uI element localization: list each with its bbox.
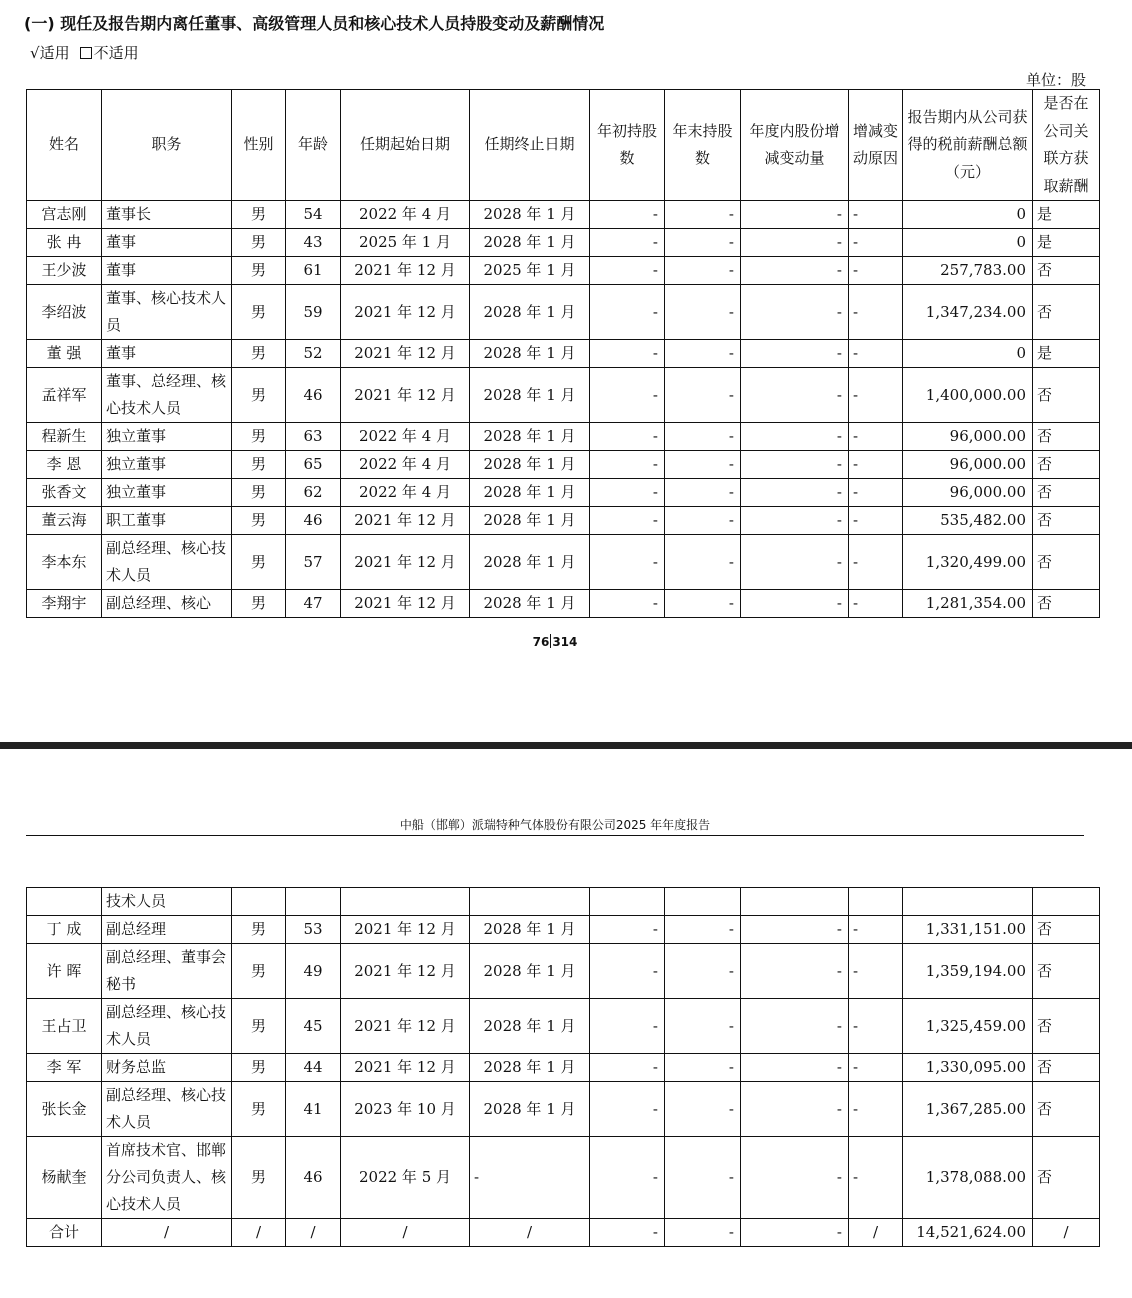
continuation-row xyxy=(27,888,1100,916)
cell-name: 董 强 xyxy=(27,340,102,368)
table-row xyxy=(27,257,1100,285)
cell-share-change: - xyxy=(741,368,849,423)
cell-share-change: - xyxy=(741,507,849,535)
cell-age: 62 xyxy=(286,479,341,507)
cell-end-shares: - xyxy=(665,257,741,285)
table-header-row xyxy=(27,90,1100,201)
cell-term-start: 2022 年 4 月 xyxy=(341,451,470,479)
cell-term-end: 2028 年 1 月 xyxy=(470,916,590,944)
cell-gender: 男 xyxy=(232,451,286,479)
cell-share-change: - xyxy=(741,535,849,590)
cell-related-pay: 否 xyxy=(1033,257,1100,285)
cell-gender: 男 xyxy=(232,229,286,257)
cell-related-pay: 是 xyxy=(1033,201,1100,229)
cell-change-reason: - xyxy=(849,257,903,285)
cell-title: 副总经理、核心技术人员 xyxy=(102,999,232,1054)
cell-begin-shares: - xyxy=(590,535,665,590)
cell-title: / xyxy=(102,1219,232,1247)
cell-pretax-pay: 14,521,624.00 xyxy=(903,1219,1033,1247)
cell-related-pay: 否 xyxy=(1033,535,1100,590)
cell-pretax-pay: 1,320,499.00 xyxy=(903,535,1033,590)
table-row xyxy=(27,229,1100,257)
empty-checkbox-icon xyxy=(80,47,92,59)
cell-pretax-pay: 1,378,088.00 xyxy=(903,1137,1033,1219)
cell-gender: 男 xyxy=(232,507,286,535)
cell-change-reason: - xyxy=(849,507,903,535)
cell-age: 63 xyxy=(286,423,341,451)
cell-share-change: - xyxy=(741,916,849,944)
cell-title: 董事 xyxy=(102,257,232,285)
cell-age: / xyxy=(286,1219,341,1247)
cell-name: 孟祥军 xyxy=(27,368,102,423)
cell-gender: 男 xyxy=(232,535,286,590)
cell-share-change: - xyxy=(741,479,849,507)
header-age: 年龄 xyxy=(286,90,341,201)
cell-name: 李 恩 xyxy=(27,451,102,479)
cell-gender: 男 xyxy=(232,368,286,423)
cell-change-reason: - xyxy=(849,916,903,944)
cell-term-start: 2021 年 12 月 xyxy=(341,285,470,340)
header-gender: 性别 xyxy=(232,90,286,201)
cell-change-reason: - xyxy=(849,535,903,590)
header-title: 职务 xyxy=(102,90,232,201)
table-row xyxy=(27,1054,1100,1082)
page-number xyxy=(0,634,1110,649)
cell-term-start: 2021 年 12 月 xyxy=(341,916,470,944)
cell-begin-shares: - xyxy=(590,340,665,368)
cell-term-start: 2021 年 12 月 xyxy=(341,340,470,368)
cell-begin-shares: - xyxy=(590,999,665,1054)
table-row xyxy=(27,507,1100,535)
cell-age: 49 xyxy=(286,944,341,999)
cell-age: 43 xyxy=(286,229,341,257)
cell-begin-shares: - xyxy=(590,285,665,340)
cell-term-start: 2021 年 12 月 xyxy=(341,1054,470,1082)
cell-begin-shares: - xyxy=(590,590,665,618)
cell-pretax-pay: 96,000.00 xyxy=(903,479,1033,507)
cell-end-shares: - xyxy=(665,507,741,535)
cell-share-change: - xyxy=(741,451,849,479)
cell-title: 职工董事 xyxy=(102,507,232,535)
cell-term-end: 2028 年 1 月 xyxy=(470,507,590,535)
cell-term-start: 2021 年 12 月 xyxy=(341,368,470,423)
cell-related-pay: 否 xyxy=(1033,423,1100,451)
cell-title: 首席技术官、邯郸分公司负责人、核心技术人员 xyxy=(102,1137,232,1219)
cell-change-reason: - xyxy=(849,1082,903,1137)
cell-share-change: - xyxy=(741,257,849,285)
cell-title: 财务总监 xyxy=(102,1054,232,1082)
cell-related-pay: 否 xyxy=(1033,451,1100,479)
cell-pretax-pay: 1,331,151.00 xyxy=(903,916,1033,944)
not-applicable-label: 不适用 xyxy=(93,44,139,62)
cell-name: 张长金 xyxy=(27,1082,102,1137)
cell-title: 独立董事 xyxy=(102,451,232,479)
cell-term-start: 2023 年 10 月 xyxy=(341,1082,470,1137)
cell-age: 52 xyxy=(286,340,341,368)
cell-age: 46 xyxy=(286,368,341,423)
cell-change-reason: - xyxy=(849,1137,903,1219)
cell-pretax-pay: 1,367,285.00 xyxy=(903,1082,1033,1137)
table-row xyxy=(27,340,1100,368)
cell-change-reason: - xyxy=(849,423,903,451)
header-term-end: 任期终止日期 xyxy=(470,90,590,201)
cell-age: 41 xyxy=(286,1082,341,1137)
cell-age: 53 xyxy=(286,916,341,944)
applicability-options xyxy=(30,42,139,63)
cell-term-end: / xyxy=(470,1219,590,1247)
cell-share-change: - xyxy=(741,1054,849,1082)
cell-gender: 男 xyxy=(232,590,286,618)
table-row xyxy=(27,944,1100,999)
cell-term-start: 2021 年 12 月 xyxy=(341,944,470,999)
cell-name: 李本东 xyxy=(27,535,102,590)
cell-related-pay: 是 xyxy=(1033,229,1100,257)
cell-related-pay: 否 xyxy=(1033,1054,1100,1082)
cell-age: 44 xyxy=(286,1054,341,1082)
cell-related-pay: 否 xyxy=(1033,479,1100,507)
cell-share-change: - xyxy=(741,285,849,340)
cell-related-pay: 否 xyxy=(1033,368,1100,423)
table-row xyxy=(27,423,1100,451)
cell-related-pay: 否 xyxy=(1033,999,1100,1054)
cell-end-shares: - xyxy=(665,423,741,451)
cell-pretax-pay: 535,482.00 xyxy=(903,507,1033,535)
cell-change-reason: - xyxy=(849,1054,903,1082)
cell-term-start: 2021 年 12 月 xyxy=(341,507,470,535)
cell-name: 李翔宇 xyxy=(27,590,102,618)
cell-pretax-pay: 0 xyxy=(903,201,1033,229)
cell-name: 宫志刚 xyxy=(27,201,102,229)
total-row xyxy=(27,1219,1100,1247)
cell-related-pay: 否 xyxy=(1033,590,1100,618)
cell-share-change: - xyxy=(741,423,849,451)
cell-term-end: - xyxy=(470,1137,590,1219)
header-name: 姓名 xyxy=(27,90,102,201)
unit-label: 单位：股 xyxy=(1025,71,1086,89)
cell-begin-shares: - xyxy=(590,257,665,285)
cell-term-start: 2021 年 12 月 xyxy=(341,257,470,285)
cell-begin-shares: - xyxy=(590,479,665,507)
cell-share-change: - xyxy=(741,1137,849,1219)
cell-begin-shares: - xyxy=(590,916,665,944)
cell-title: 董事 xyxy=(102,229,232,257)
cell-end-shares: - xyxy=(665,368,741,423)
continuation-title: 技术人员 xyxy=(102,888,232,916)
cell-begin-shares: - xyxy=(590,423,665,451)
cell-share-change: - xyxy=(741,590,849,618)
cell-pretax-pay: 96,000.00 xyxy=(903,423,1033,451)
cell-change-reason: - xyxy=(849,479,903,507)
cell-age: 65 xyxy=(286,451,341,479)
table-row xyxy=(27,590,1100,618)
header-share-change: 年度内股份增减变动量 xyxy=(741,90,849,201)
cell-term-end: 2028 年 1 月 xyxy=(470,340,590,368)
cell-term-end: 2028 年 1 月 xyxy=(470,368,590,423)
cell-gender: 男 xyxy=(232,1054,286,1082)
cell-begin-shares: - xyxy=(590,507,665,535)
cell-change-reason: - xyxy=(849,368,903,423)
cell-pretax-pay: 0 xyxy=(903,340,1033,368)
cell-term-start: 2022 年 4 月 xyxy=(341,479,470,507)
table-row xyxy=(27,916,1100,944)
cell-end-shares: - xyxy=(665,1219,741,1247)
cell-begin-shares: - xyxy=(590,944,665,999)
header-begin-shares: 年初持股数 xyxy=(590,90,665,201)
cell-term-start: 2021 年 12 月 xyxy=(341,590,470,618)
cell-term-end: 2028 年 1 月 xyxy=(470,229,590,257)
cell-term-end: 2028 年 1 月 xyxy=(470,201,590,229)
cell-term-start: 2021 年 12 月 xyxy=(341,535,470,590)
cell-end-shares: - xyxy=(665,590,741,618)
cell-share-change: - xyxy=(741,944,849,999)
cell-end-shares: - xyxy=(665,1137,741,1219)
cell-gender: 男 xyxy=(232,340,286,368)
cell-end-shares: - xyxy=(665,340,741,368)
cell-term-start: 2022 年 4 月 xyxy=(341,201,470,229)
cell-change-reason: - xyxy=(849,201,903,229)
cell-related-pay: 否 xyxy=(1033,1137,1100,1219)
cell-age: 45 xyxy=(286,999,341,1054)
cell-related-pay: / xyxy=(1033,1219,1100,1247)
compensation-table-page1 xyxy=(26,89,1100,618)
cell-name: 王占卫 xyxy=(27,999,102,1054)
cell-term-end: 2028 年 1 月 xyxy=(470,451,590,479)
cell-term-start: 2022 年 5 月 xyxy=(341,1137,470,1219)
cell-share-change: - xyxy=(741,999,849,1054)
table-row xyxy=(27,201,1100,229)
cell-title: 独立董事 xyxy=(102,423,232,451)
cell-age: 57 xyxy=(286,535,341,590)
cell-age: 46 xyxy=(286,507,341,535)
check-mark-icon: √ xyxy=(30,44,40,62)
cell-gender: 男 xyxy=(232,201,286,229)
cell-name: 丁 成 xyxy=(27,916,102,944)
cell-name: 王少波 xyxy=(27,257,102,285)
cell-end-shares: - xyxy=(665,1054,741,1082)
cell-name: 程新生 xyxy=(27,423,102,451)
cell-term-start: / xyxy=(341,1219,470,1247)
report-header: 中船（邯郸）派瑞特种气体股份有限公司2025 年年度报告 xyxy=(26,816,1084,836)
cell-pretax-pay: 1,330,095.00 xyxy=(903,1054,1033,1082)
cell-title: 董事、核心技术人员 xyxy=(102,285,232,340)
cell-title: 副总经理、董事会秘书 xyxy=(102,944,232,999)
cell-change-reason: - xyxy=(849,340,903,368)
cell-change-reason: / xyxy=(849,1219,903,1247)
cell-age: 54 xyxy=(286,201,341,229)
cell-change-reason: - xyxy=(849,285,903,340)
cell-pretax-pay: 1,325,459.00 xyxy=(903,999,1033,1054)
cell-share-change: - xyxy=(741,1082,849,1137)
cell-name: 张 冉 xyxy=(27,229,102,257)
cell-related-pay: 否 xyxy=(1033,1082,1100,1137)
cell-share-change: - xyxy=(741,1219,849,1247)
page-total: 314 xyxy=(552,635,578,649)
cell-term-end: 2028 年 1 月 xyxy=(470,1082,590,1137)
cell-related-pay: 否 xyxy=(1033,507,1100,535)
cell-term-start: 2021 年 12 月 xyxy=(341,999,470,1054)
cell-change-reason: - xyxy=(849,999,903,1054)
cell-gender: 男 xyxy=(232,285,286,340)
section-title: (一) 现任及报告期内离任董事、高级管理人员和核心技术人员持股变动及薪酬情况 xyxy=(24,14,605,33)
cell-change-reason: - xyxy=(849,944,903,999)
cell-share-change: - xyxy=(741,201,849,229)
cell-gender: 男 xyxy=(232,1082,286,1137)
table-row xyxy=(27,451,1100,479)
cell-name: 李绍波 xyxy=(27,285,102,340)
table-row xyxy=(27,535,1100,590)
cell-term-start: 2022 年 4 月 xyxy=(341,423,470,451)
cell-title: 董事 xyxy=(102,340,232,368)
page-divider xyxy=(0,742,1132,749)
cell-term-end: 2028 年 1 月 xyxy=(470,535,590,590)
cell-gender: 男 xyxy=(232,423,286,451)
cell-end-shares: - xyxy=(665,201,741,229)
cell-begin-shares: - xyxy=(590,368,665,423)
cell-begin-shares: - xyxy=(590,1054,665,1082)
cell-pretax-pay: 0 xyxy=(903,229,1033,257)
cell-begin-shares: - xyxy=(590,229,665,257)
cell-begin-shares: - xyxy=(590,451,665,479)
cell-pretax-pay: 1,359,194.00 xyxy=(903,944,1033,999)
applicable-label: 适用 xyxy=(39,44,70,62)
header-end-shares: 年末持股数 xyxy=(665,90,741,201)
cell-related-pay: 否 xyxy=(1033,285,1100,340)
cell-term-end: 2025 年 1 月 xyxy=(470,257,590,285)
compensation-table-page2 xyxy=(26,887,1100,1247)
cell-share-change: - xyxy=(741,340,849,368)
cell-begin-shares: - xyxy=(590,201,665,229)
cell-title: 副总经理、核心技术人员 xyxy=(102,1082,232,1137)
cell-begin-shares: - xyxy=(590,1082,665,1137)
cell-end-shares: - xyxy=(665,229,741,257)
cell-age: 46 xyxy=(286,1137,341,1219)
cell-name: 张香文 xyxy=(27,479,102,507)
cell-gender: 男 xyxy=(232,916,286,944)
table-row xyxy=(27,1137,1100,1219)
cell-pretax-pay: 1,400,000.00 xyxy=(903,368,1033,423)
cell-end-shares: - xyxy=(665,285,741,340)
cell-pretax-pay: 1,347,234.00 xyxy=(903,285,1033,340)
cell-name: 董云海 xyxy=(27,507,102,535)
cell-term-end: 2028 年 1 月 xyxy=(470,423,590,451)
table-row xyxy=(27,1082,1100,1137)
cell-title: 董事长 xyxy=(102,201,232,229)
cell-title: 副总经理、核心技术人员 xyxy=(102,535,232,590)
cell-term-end: 2028 年 1 月 xyxy=(470,999,590,1054)
cell-end-shares: - xyxy=(665,944,741,999)
cell-term-end: 2028 年 1 月 xyxy=(470,944,590,999)
cell-gender: 男 xyxy=(232,944,286,999)
cell-gender: 男 xyxy=(232,999,286,1054)
header-related-pay: 是否在公司关联方获取薪酬 xyxy=(1033,90,1100,201)
cell-begin-shares: - xyxy=(590,1219,665,1247)
cell-share-change: - xyxy=(741,229,849,257)
cell-term-start: 2025 年 1 月 xyxy=(341,229,470,257)
cell-title: 副总经理 xyxy=(102,916,232,944)
cell-end-shares: - xyxy=(665,451,741,479)
cell-gender: / xyxy=(232,1219,286,1247)
table-row xyxy=(27,479,1100,507)
cell-age: 59 xyxy=(286,285,341,340)
cell-name: 合计 xyxy=(27,1219,102,1247)
cell-name: 杨献奎 xyxy=(27,1137,102,1219)
cell-end-shares: - xyxy=(665,916,741,944)
cell-title: 副总经理、核心 xyxy=(102,590,232,618)
cell-end-shares: - xyxy=(665,535,741,590)
cell-change-reason: - xyxy=(849,229,903,257)
header-change-reason: 增减变动原因 xyxy=(849,90,903,201)
cell-pretax-pay: 96,000.00 xyxy=(903,451,1033,479)
cell-pretax-pay: 257,783.00 xyxy=(903,257,1033,285)
cell-change-reason: - xyxy=(849,451,903,479)
cell-term-end: 2028 年 1 月 xyxy=(470,285,590,340)
cell-title: 董事、总经理、核心技术人员 xyxy=(102,368,232,423)
table-row xyxy=(27,368,1100,423)
cell-pretax-pay: 1,281,354.00 xyxy=(903,590,1033,618)
cell-begin-shares: - xyxy=(590,1137,665,1219)
cell-age: 47 xyxy=(286,590,341,618)
cell-age: 61 xyxy=(286,257,341,285)
cell-end-shares: - xyxy=(665,479,741,507)
cell-end-shares: - xyxy=(665,999,741,1054)
cell-term-end: 2028 年 1 月 xyxy=(470,1054,590,1082)
cell-gender: 男 xyxy=(232,479,286,507)
table-row xyxy=(27,999,1100,1054)
cell-end-shares: - xyxy=(665,1082,741,1137)
cell-name: 李 军 xyxy=(27,1054,102,1082)
cell-name: 许 晖 xyxy=(27,944,102,999)
table-row xyxy=(27,285,1100,340)
cell-change-reason: - xyxy=(849,590,903,618)
cell-title: 独立董事 xyxy=(102,479,232,507)
cell-term-end: 2028 年 1 月 xyxy=(470,479,590,507)
page-current: 76 xyxy=(532,635,550,649)
cell-gender: 男 xyxy=(232,257,286,285)
header-term-start: 任期起始日期 xyxy=(341,90,470,201)
cell-term-end: 2028 年 1 月 xyxy=(470,590,590,618)
cell-gender: 男 xyxy=(232,1137,286,1219)
cell-related-pay: 是 xyxy=(1033,340,1100,368)
cell-related-pay: 否 xyxy=(1033,916,1100,944)
header-pretax-pay: 报告期内从公司获得的税前薪酬总额（元） xyxy=(903,90,1033,201)
cell-related-pay: 否 xyxy=(1033,944,1100,999)
